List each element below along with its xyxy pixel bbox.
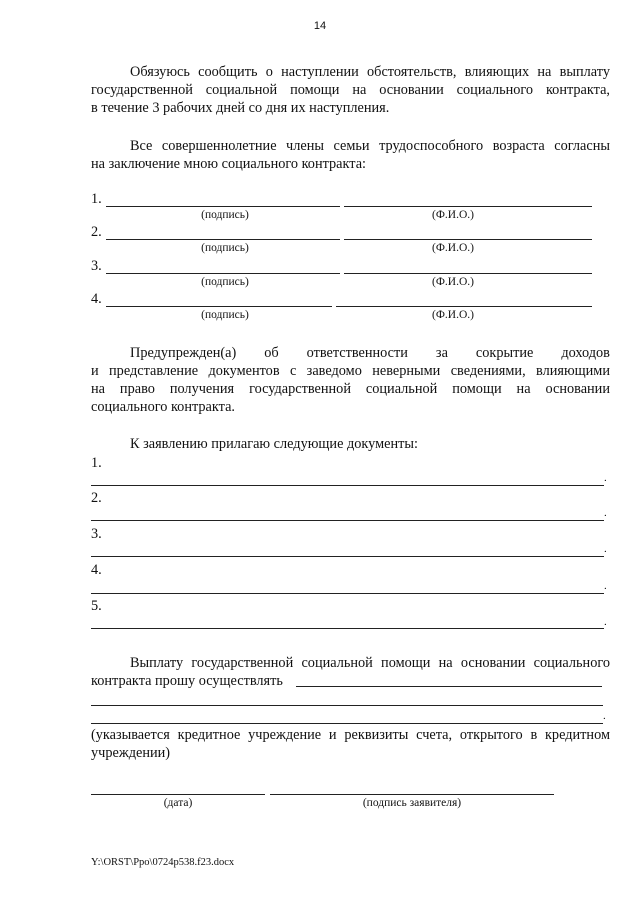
payment-bank-line-3[interactable] xyxy=(91,723,603,724)
para3-word-3: ответственности xyxy=(306,345,408,361)
signature-3-number: 3. xyxy=(91,258,102,274)
signature-2-name-caption: (Ф.И.О.) xyxy=(432,242,474,254)
para3-word-4: за xyxy=(435,345,448,361)
signature-3-name-line[interactable] xyxy=(344,273,592,274)
doc-1-end: . xyxy=(604,472,607,484)
signature-1-sign-line[interactable] xyxy=(106,206,340,207)
doc-3-line[interactable] xyxy=(91,556,604,557)
para3-word-1: Предупрежден(а) xyxy=(130,345,237,361)
doc-2-number: 2. xyxy=(91,490,102,506)
doc-4-end: . xyxy=(604,580,607,592)
para3-line-4: социального контракта. xyxy=(91,399,235,415)
para2-line-1: Все совершеннолетние члены семьи трудоспособного возраста согласны xyxy=(130,138,610,154)
doc-4-number: 4. xyxy=(91,562,102,578)
signature-1-name-line[interactable] xyxy=(344,206,592,207)
documents-intro-text: К заявлению прилагаю следующие документы: xyxy=(130,436,418,452)
signature-2-number: 2. xyxy=(91,224,102,240)
signature-1-sign-caption: (подпись) xyxy=(201,209,249,221)
doc-5-number: 5. xyxy=(91,598,102,614)
payment-note-line-2: учреждении) xyxy=(91,745,171,761)
signature-3-sign-caption: (подпись) xyxy=(201,276,249,288)
applicant-signature-caption: (подпись заявителя) xyxy=(362,797,462,809)
para3-word-6: доходов xyxy=(561,345,610,361)
signature-2-sign-line[interactable] xyxy=(106,239,340,240)
page-number: 14 xyxy=(313,20,327,32)
doc-1-line[interactable] xyxy=(91,485,604,486)
payment-note xyxy=(91,726,610,762)
doc-5-line[interactable] xyxy=(91,628,604,629)
payment-bank-line-1[interactable] xyxy=(296,686,602,687)
para3-word-5: сокрытие xyxy=(475,345,534,361)
signature-1-number: 1. xyxy=(91,191,102,207)
signature-4-number: 4. xyxy=(91,291,102,307)
documents-intro xyxy=(91,435,610,453)
liability-warning-paragraph xyxy=(91,344,610,416)
signature-3-sign-line[interactable] xyxy=(106,273,340,274)
doc-3-number: 3. xyxy=(91,526,102,542)
para3-line-2: и представление документов с заведомо неверными сведениями, влияющими xyxy=(91,363,610,379)
doc-3-end: . xyxy=(604,543,607,555)
payment-bank-line-2[interactable] xyxy=(91,705,603,706)
para2-line-2: на заключение мною социального контракта: xyxy=(91,156,367,172)
payment-line-2: контракта прошу осуществлять xyxy=(91,673,283,689)
applicant-signature-line[interactable] xyxy=(270,794,554,795)
date-caption: (дата) xyxy=(163,797,193,809)
para3-word-2: об xyxy=(264,345,279,361)
doc-5-end: . xyxy=(604,616,607,628)
doc-2-line[interactable] xyxy=(91,520,604,521)
para3-line-3: на право получения государственной социальной помощи на основании xyxy=(91,381,610,397)
payment-end: . xyxy=(603,710,606,722)
doc-2-end: . xyxy=(604,507,607,519)
signature-4-sign-caption: (подпись) xyxy=(201,309,249,321)
payment-paragraph xyxy=(91,654,610,690)
doc-4-line[interactable] xyxy=(91,593,604,594)
para1-line-3: в течение 3 рабочих дней со дня их наступления. xyxy=(91,100,390,116)
file-path-footer: Y:\ORST\Ppo\0724p538.f23.docx xyxy=(91,857,235,868)
signature-4-name-line[interactable] xyxy=(336,306,592,307)
para1-line-1: Обязуюсь сообщить о наступлении обстоятельств, влияющих на выплату xyxy=(130,64,610,80)
date-line[interactable] xyxy=(91,794,265,795)
doc-1-number: 1. xyxy=(91,455,102,471)
signature-4-sign-line[interactable] xyxy=(106,306,332,307)
signature-2-name-line[interactable] xyxy=(344,239,592,240)
payment-note-line-1: (указывается кредитное учреждение и реквизиты счета, открытого в кредитном xyxy=(91,727,610,743)
signature-1-name-caption: (Ф.И.О.) xyxy=(432,209,474,221)
signature-2-sign-caption: (подпись) xyxy=(201,242,249,254)
obligation-paragraph xyxy=(91,63,610,117)
payment-line-1: Выплату государственной социальной помощи на основании социального xyxy=(130,655,610,671)
signature-4-name-caption: (Ф.И.О.) xyxy=(432,309,474,321)
signature-3-name-caption: (Ф.И.О.) xyxy=(432,276,474,288)
family-consent-paragraph xyxy=(91,137,610,173)
para1-line-2: государственной социальной помощи на основании социального контракта, xyxy=(91,82,610,98)
